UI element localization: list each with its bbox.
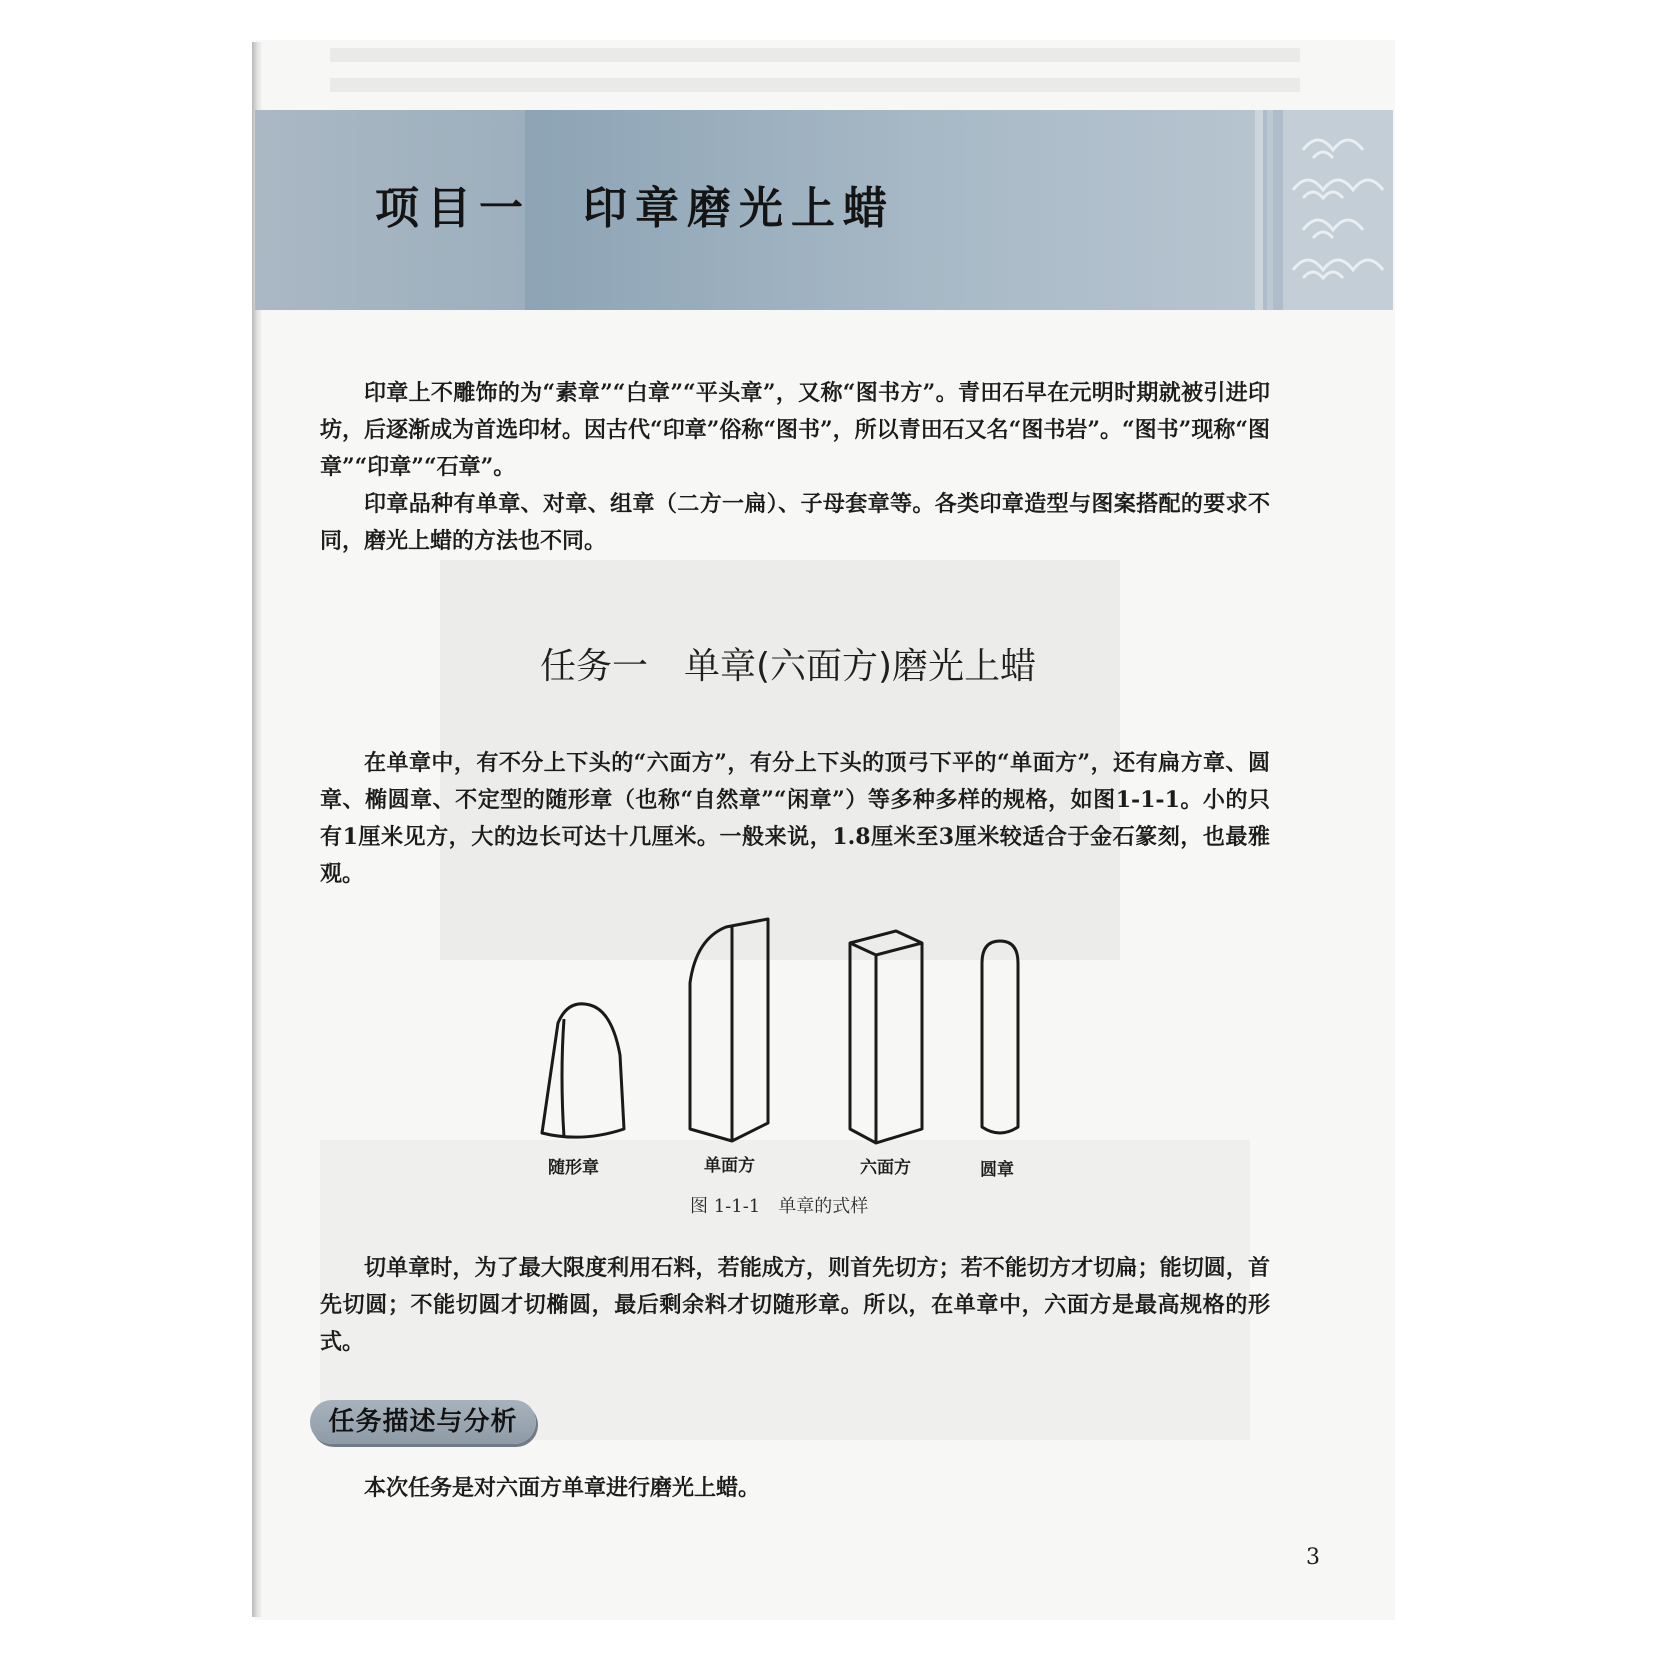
chapter-title: 项目一 印章磨光上蜡 (375, 183, 895, 234)
show-through-text (330, 48, 1300, 108)
banner-stripe (1267, 110, 1273, 310)
task-title: 任务一 单章(六面方)磨光上蜡 (540, 646, 1037, 687)
round-seal-shape (982, 941, 1018, 1133)
figure-label: 圆章 (980, 1160, 1014, 1180)
banner-stripe (1255, 110, 1263, 310)
single-face-seal-shape (690, 919, 768, 1141)
irregular-seal-shape (542, 1004, 624, 1137)
task-paragraph: 在单章中，有不分上下头的“六面方”，有分上下头的顶弓下平的“单面方”，还有扁方章、圆章、椭圆章、不定型的随形章（也称“自然章”“闲章”）等多种多样的规格，如图1-1-1。小的只有1厘米见方，大的边长可达十几厘米。一般来说，1.8厘米至3厘米较适合于金石篆刻，也最雅观。 (320, 750, 1270, 887)
intro-paragraph: 印章品种有单章、对章、组章（二方一扁）、子母套章等。各类印章造型与图案搭配的要求不同，磨光上蜡的方法也不同。 (320, 491, 1270, 554)
figure-label: 六面方 (860, 1158, 911, 1178)
seal-styles-figure (520, 915, 1080, 1180)
page-number: 3 (1306, 1545, 1320, 1570)
six-face-seal-shape (850, 931, 922, 1143)
chapter-banner (255, 110, 1393, 310)
section-text: 本次任务是对六面方单章进行磨光上蜡。 (364, 1475, 761, 1501)
section-tag: 任务描述与分析 (310, 1400, 536, 1444)
seal-drawings (520, 915, 1080, 1175)
task-paragraph: 切单章时，为了最大限度利用石料，若能成方，则首先切方；若不能切方才切扁；能切圆，首先切圆；不能切圆才切椭圆，最后剩余料才切随形章。所以，在单章中，六面方是最高规格的形式。 (320, 1255, 1270, 1355)
figure-label: 单面方 (704, 1156, 755, 1176)
figure-label: 随形章 (548, 1158, 599, 1178)
figure-caption: 图 1-1-1 单章的式样 (690, 1196, 869, 1217)
intro-paragraph: 印章上不雕饰的为“素章”“白章”“平头章”，又称“图书方”。青田石早在元明时期就被引进印坊，后逐渐成为首选印材。因古代“印章”俗称“图书”，所以青田石又名“图书岩”。“图书”现称“图章”“印章”“石章”。 (320, 380, 1270, 480)
cloud-pattern-icon (1283, 110, 1393, 310)
